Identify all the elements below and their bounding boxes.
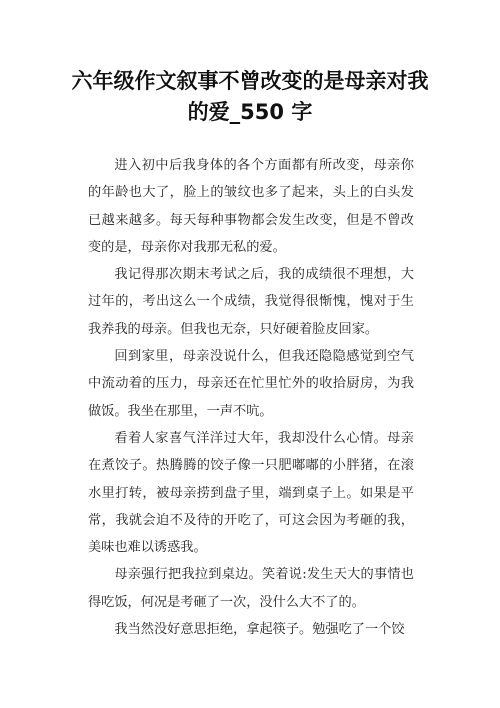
paragraph-5: 母亲强行把我拉到桌边。笑着说:发生天大的事情也得吃饭，何况是考砸了一次，没什么大不了的。 [88,567,414,610]
title-line-2: 的爱_550 字 [187,100,313,124]
document-body [88,152,414,643]
paragraph-6: 我当然没好意思拒绝，拿起筷子。勉强吃了一个饺 [114,622,405,638]
paragraph-3: 回到家里，母亲没说什么，但我还隐隐感觉到空气中流动着的压力，母亲还在忙里忙外的收拾厨房，为我做饭。我坐在那里，一声不吭。 [88,349,414,419]
paragraph-4: 看着人家喜气洋洋过大年，我却没什么心情。母亲在煮饺子。热腾腾的饺子像一只肥嘟嘟的小胖猪，在滚水里打转，被母亲捞到盘子里，端到桌子上。如果是平常，我就会迫不及待的开吃了，可这会因为考砸的我，美味也难以诱惑我。 [88,430,414,556]
document-title [60,66,440,128]
title-line-1: 六年级作文叙事不曾改变的是母亲对我 [71,69,429,93]
paragraph-1: 进入初中后我身体的各个方面都有所改变，母亲你的年龄也大了，脸上的皱纹也多了起来，头上的白头发已越来越多。每天每种事物都会发生改变，但是不曾改变的是，母亲你对我那无私的爱。 [88,158,414,255]
paragraph-2: 我记得那次期末考试之后，我的成绩很不理想，大过年的，考出这么一个成绩，我觉得很惭愧，愧对于生我养我的母亲。但我也无奈，只好硬着脸皮回家。 [88,267,414,337]
